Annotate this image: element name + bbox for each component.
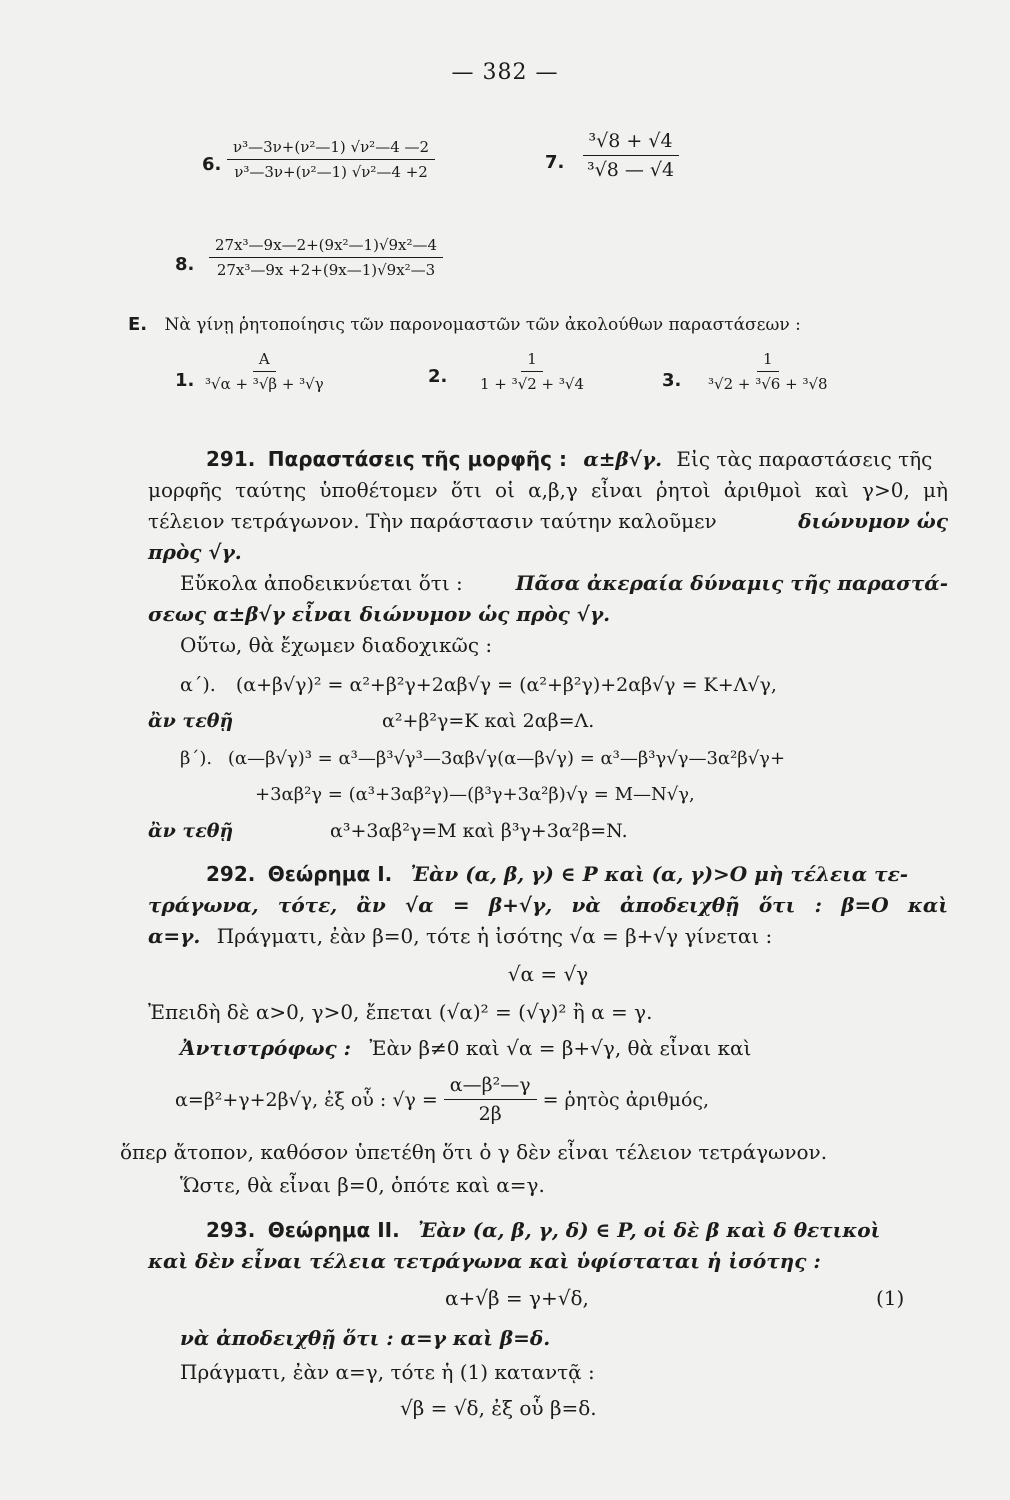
item-2-numerator: 1 (521, 350, 543, 372)
section-293-line-4: Πράγματι, ἐὰν α=γ, τότε ἡ (1) καταντᾷ : (180, 1360, 595, 1384)
case-b-equation-1: (α—β√γ)³ = α³—β³√γ³—3αβ√γ(α—β√γ) = α³—β³γ√γ—3α²β√γ+ (227, 748, 786, 769)
exercise-6 (202, 138, 435, 181)
case-b-label: β΄). (180, 748, 213, 769)
section-292-line-3b: Πράγματι, ἐὰν β=0, τότε ἡ ἰσότης √α = β+√γ γίνεται : (216, 924, 773, 948)
section-291-line-2: μορφῆς ταύτης ὑποθέτομεν ὅτι οἱ α,β,γ εἶναι ῥητοὶ ἀριθμοὶ καὶ γ>0, μὴ (148, 478, 948, 502)
section-292-line-3 (148, 924, 948, 948)
section-291-line-4: πρὸς √γ. (148, 540, 242, 564)
exercise-8-denominator: 27x³—9x +2+(9x—1)√9x²—3 (216, 261, 436, 279)
exercise-7-numerator: ³√8 + √4 (583, 130, 679, 156)
section-e-text: Νὰ γίνῃ ῥητοποίησις τῶν παρονομαστῶν τῶν ἀκολούθων παραστάσεων : (164, 315, 801, 335)
section-e-heading (128, 314, 801, 335)
section-292-line-6b: = ῥητὸς ἀριθμός, (542, 1088, 710, 1111)
section-292-line-7: ὅπερ ἄτοπον, καθόσον ὑπετέθη ὅτι ὁ γ δὲν εἶναι τέλειον τετράγωνον. (120, 1140, 828, 1164)
section-292-line-5b: Ἐὰν β≠0 καὶ √α = β+√γ, θὰ εἶναι καὶ (369, 1036, 752, 1060)
section-291-line-6: σεως α±β√γ εἶναι διώνυμον ὡς πρὸς √γ. (148, 602, 611, 626)
section-292-line-4: Ἐπειδὴ δὲ α>0, γ>0, ἔπεται (√α)² = (√γ)² ἢ α = γ. (148, 1000, 653, 1024)
item-1-label: 1. (175, 370, 195, 391)
section-291-line-3a: τέλειον τετράγωνον. Τὴν παράστασιν ταύτην καλοῦμεν (148, 509, 717, 533)
exercise-6-denominator: ν³—3ν+(ν²—1) √ν²—4 +2 (234, 163, 428, 181)
section-292-line-3a: α=γ. (148, 924, 201, 948)
exercise-7 (545, 130, 680, 181)
section-291-line-5 (180, 571, 948, 595)
case-a-equation: (α+β√γ)² = α²+β²γ+2αβ√γ = (α²+β²γ)+2αβ√γ = K+Λ√γ, (235, 674, 777, 696)
page-number: — 382 — (451, 60, 559, 85)
exercise-7-label: 7. (545, 152, 565, 173)
exercise-8-numerator: 27x³—9x—2+(9x²—1)√9x²—4 (209, 236, 443, 258)
section-291-title-line (206, 447, 948, 471)
section-292-number: 292. (206, 862, 256, 886)
section-293-title: Θεώρημα II. (267, 1218, 400, 1242)
section-292-fraction-num: α—β²—γ (444, 1074, 537, 1100)
section-292-fraction-den: 2β (478, 1103, 502, 1125)
section-291-text-1: Εἰς τὰς παραστάσεις τῆς (676, 447, 933, 471)
exercise-6-label: 6. (202, 154, 222, 175)
section-291-line-5b: Πᾶσα ἀκεραία δύναμις τῆς παραστά- (515, 571, 948, 595)
section-291-line-3b: διώνυμον ὡς (798, 509, 948, 533)
section-293-number: 293. (206, 1218, 256, 1242)
section-291-line-7: Οὕτω, θὰ ἔχωμεν διαδοχικῶς : (180, 633, 493, 657)
section-293-line-2: καὶ δὲν εἶναι τέλεια τετράγωνα καὶ ὑφίσταται ἡ ἰσότης : (148, 1249, 821, 1273)
section-292-line-6a: α=β²+γ+2β√γ, ἐξ οὗ : √γ = (175, 1088, 438, 1111)
section-292-line-8: Ὥστε, θὰ εἶναι β=0, ὁπότε καὶ α=γ. (180, 1173, 545, 1197)
exercise-8 (175, 236, 443, 279)
case-b-if: ἂν τεθῇ (148, 820, 234, 842)
section-293-line-1: Ἐὰν (α, β, γ, δ) ∈ P, οἱ δὲ β καὶ δ θετικοὶ (418, 1218, 881, 1242)
section-291-form: α±β√γ. (583, 447, 663, 471)
section-293-equation: α+√β = γ+√δ, (445, 1286, 589, 1310)
exercise-8-fraction (209, 236, 443, 279)
section-292-line-1: Ἐὰν (α, β, γ) ∈ P καὶ (α, γ)>O μὴ τέλεια τε- (410, 862, 909, 886)
section-292-fraction (444, 1074, 537, 1125)
case-b-equation-2: +3αβ²γ = (α³+3αβ²γ)—(β³γ+3α²β)√γ = M—N√γ, (255, 784, 695, 805)
case-a-line (180, 674, 777, 696)
item-1-fraction (199, 350, 330, 393)
item-3-fraction (702, 350, 834, 393)
case-b-condition-line (148, 820, 628, 842)
case-b-condition: α³+3αβ²γ=M καὶ β³γ+3α²β=N. (330, 820, 628, 842)
section-293-title-line (206, 1218, 948, 1242)
section-292-title: Θεώρημα I. (267, 862, 393, 886)
section-291-line-3 (148, 509, 948, 533)
section-292-line-5 (180, 1036, 980, 1060)
section-293-line-3: νὰ ἀποδειχθῇ ὅτι : α=γ καὶ β=δ. (180, 1326, 551, 1350)
item-2-label: 2. (428, 366, 448, 387)
case-a-label: α΄). (180, 674, 216, 696)
item-2-denominator: 1 + ³√2 + ³√4 (480, 375, 584, 393)
case-a-condition-line (148, 710, 595, 732)
section-292-title-line (206, 862, 948, 886)
section-e-label: E. (128, 314, 148, 335)
exercise-8-label: 8. (175, 254, 195, 275)
section-293-equation-tag: (1) (876, 1286, 905, 1310)
exercise-7-denominator: ³√8 — √4 (587, 159, 675, 181)
exercise-7-fraction (581, 130, 680, 181)
section-292-converse: Ἀντιστρόφως : (180, 1036, 352, 1060)
section-e-item-2 (428, 350, 590, 393)
section-292-equation-1: √α = √γ (507, 962, 589, 986)
section-292-line-6 (175, 1074, 709, 1125)
item-1-denominator: ³√α + ³√β + ³√γ (205, 375, 324, 393)
section-292-line-2: τράγωνα, τότε, ἂν √α = β+√γ, νὰ ἀποδειχθῇ ὅτι : β=O καὶ (148, 893, 948, 917)
section-e-item-1 (175, 350, 330, 393)
item-3-numerator: 1 (757, 350, 779, 372)
section-e-item-3 (662, 350, 834, 393)
section-291-title: Παραστάσεις τῆς μορφῆς : (267, 447, 567, 471)
section-291-line-5a: Εὔκολα ἀποδεικνύεται ὅτι : (180, 571, 463, 595)
section-293-line-5: √β = √δ, ἐξ οὗ β=δ. (400, 1396, 597, 1420)
case-b-line-1 (180, 748, 785, 769)
item-2-fraction (474, 350, 590, 393)
case-a-condition: α²+β²γ=K καὶ 2αβ=Λ. (382, 710, 595, 732)
section-291-number: 291. (206, 447, 256, 471)
item-3-denominator: ³√2 + ³√6 + ³√8 (708, 375, 828, 393)
item-1-numerator: A (253, 350, 276, 372)
exercise-6-fraction (227, 138, 435, 181)
case-a-if: ἂν τεθῇ (148, 710, 234, 732)
item-3-label: 3. (662, 370, 682, 391)
exercise-6-numerator: ν³—3ν+(ν²—1) √ν²—4 —2 (227, 138, 435, 160)
